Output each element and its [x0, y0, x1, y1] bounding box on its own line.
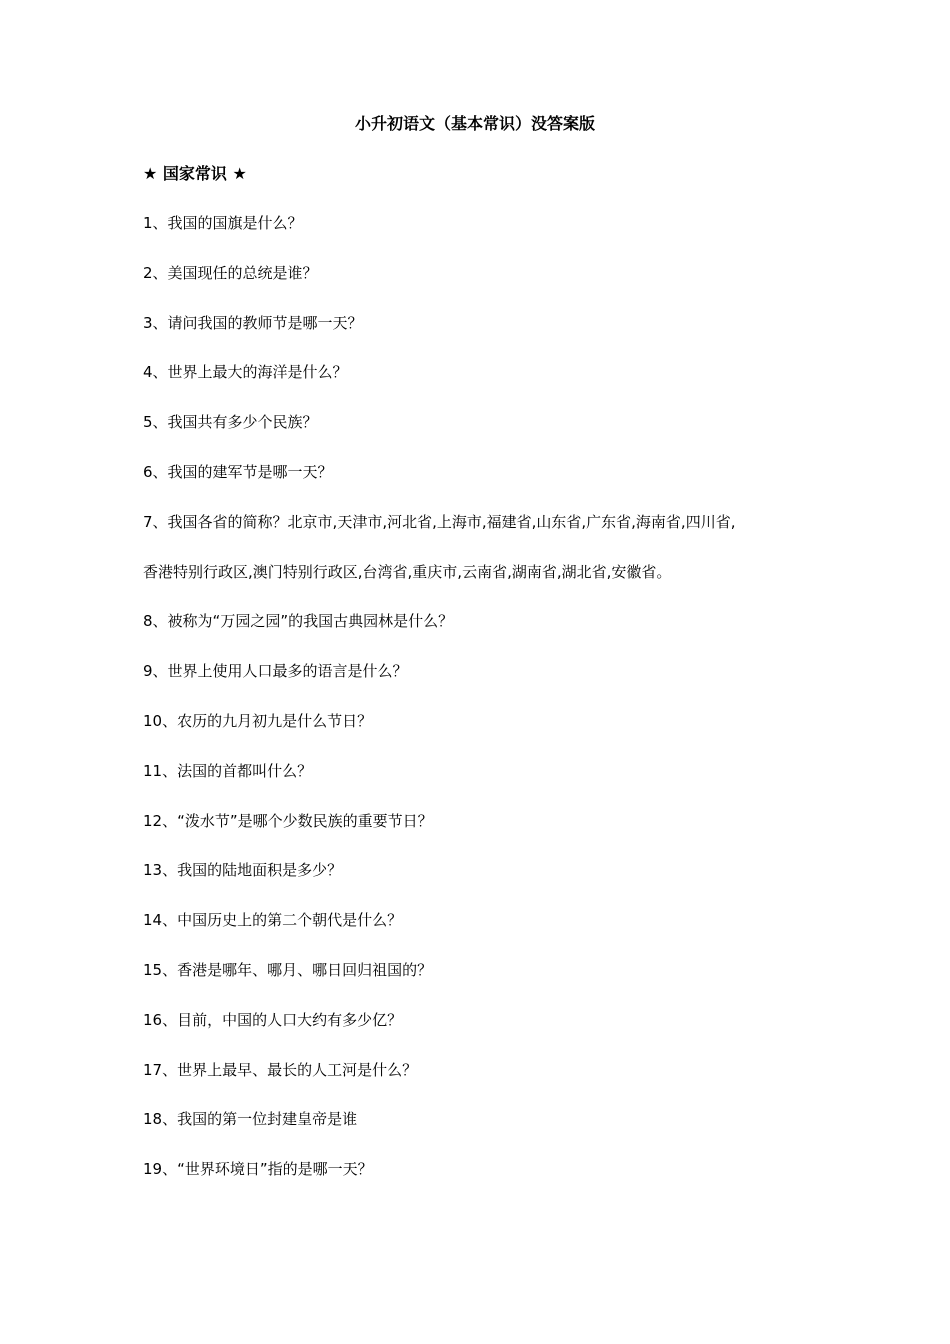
question-13: 13、我国的陆地面积是多少？ [143, 861, 343, 880]
question-3: 3、请问我国的教师节是哪一天？ [143, 313, 363, 332]
question-7: 7、我国各省的简称？北京市,天津市,河北省,上海市,福建省,山东省,广东省,海南省,四川省, [143, 512, 736, 531]
question-10: 10、农历的九月初九是什么节日？ [143, 711, 373, 730]
question-7-continued: 香港特别行政区,澳门特别行政区,台湾省,重庆市,云南省,湖南省,湖北省,安徽省。 [143, 562, 672, 581]
question-6: 6、我国的建军节是哪一天？ [143, 462, 333, 481]
question-8: 8、被称为“万园之园”的我国古典园林是什么？ [143, 612, 454, 631]
document-title: 小升初语文（基本常识）没答案版 [354, 114, 595, 133]
question-2: 2、美国现任的总统是谁？ [143, 263, 318, 282]
section-heading: ★ 国家常识 ★ [143, 164, 247, 183]
question-11: 11、法国的首都叫什么？ [143, 761, 313, 780]
question-list [143, 211, 823, 1207]
question-5: 5、我国共有多少个民族？ [143, 413, 318, 432]
question-17: 17、世界上最早、最长的人工河是什么？ [143, 1060, 418, 1079]
question-14: 14、中国历史上的第二个朝代是什么？ [143, 911, 403, 930]
question-16: 16、目前，中国的人口大约有多少亿？ [143, 1010, 403, 1029]
question-4: 4、世界上最大的海洋是什么？ [143, 363, 348, 382]
question-12: 12、“泼水节”是哪个少数民族的重要节日？ [143, 811, 433, 830]
question-15: 15、香港是哪年、哪月、哪日回归祖国的？ [143, 960, 433, 979]
question-19: 19、“世界环境日”指的是哪一天？ [143, 1160, 373, 1179]
question-1: 1、我国的国旗是什么？ [143, 214, 303, 232]
question-9: 9、世界上使用人口最多的语言是什么？ [143, 662, 408, 681]
question-18: 18、我国的第一位封建皇帝是谁 [143, 1110, 358, 1129]
